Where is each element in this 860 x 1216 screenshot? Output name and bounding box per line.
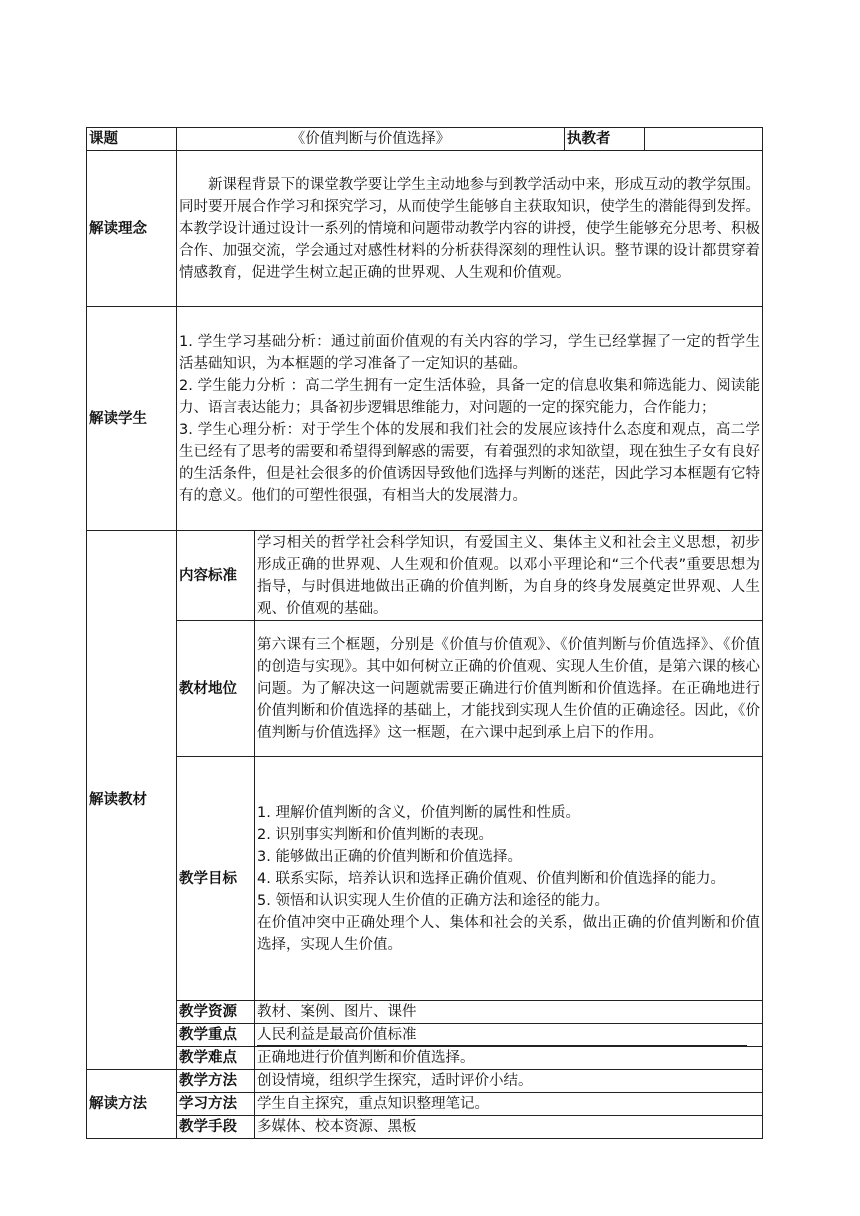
- objectives-label: 教学目标: [177, 757, 255, 1001]
- students-row: [87, 307, 763, 531]
- learning-method-label: 学习方法: [177, 1093, 255, 1116]
- key-point-row: [87, 1024, 763, 1047]
- objective-item: 5. 领悟和认识实现人生价值的正确方法和途径的能力。: [257, 892, 609, 909]
- student-analysis-item: 3. 学生心理分析：对于学生个体的发展和我们社会的发展应该持什么态度和观点，高二学生已经有了思考的需要和希望得到解惑的需要，有着强烈的求知欲望，现在独生子女有良好的生活条件，但是社会很多的价值诱因导致他们选择与判断的迷茫，因此学习本框题有它特有的意义。他们的可塑性很强，有相当大的发展潜力。: [179, 421, 760, 504]
- resources-label: 教学资源: [177, 1001, 255, 1024]
- topic-label: 课题: [87, 128, 177, 151]
- difficulty-label: 教学难点: [177, 1047, 255, 1070]
- objective-item: 1. 理解价值判断的含义，价值判断的属性和性质。: [257, 804, 580, 821]
- teacher-label: 执教者: [565, 128, 645, 151]
- key-point-text: 人民利益是最高价值标准: [257, 1025, 747, 1046]
- content-standard-text: 学习相关的哲学社会科学知识，有爱国主义、集体主义和社会主义思想，初步形成正确的世界观、人生观和价值观。以邓小平理论和“三个代表”重要思想为指导，与时俱进地做出正确的价值判断，为自身的终身发展奠定世界观、人生观、价值观的基础。: [255, 531, 763, 621]
- objectives-row: [87, 757, 763, 1001]
- teaching-means-row: [87, 1116, 763, 1139]
- resources-row: [87, 1001, 763, 1024]
- objective-item: 3. 能够做出正确的价值判断和价值选择。: [257, 848, 522, 865]
- content-standard-label: 内容标准: [177, 531, 255, 621]
- difficulty-row: [87, 1047, 763, 1070]
- students-content: [177, 307, 763, 531]
- key-point-cell: [255, 1024, 763, 1047]
- teaching-method-text: 创设情境，组织学生探究，适时评价小结。: [255, 1070, 763, 1093]
- concept-label: 解读理念: [87, 151, 177, 307]
- lesson-plan-table: [86, 127, 763, 1139]
- methods-label: 解读方法: [87, 1070, 177, 1139]
- student-analysis-item: 2. 学生能力分析 ：高二学生拥有一定生活体验，具备一定的信息收集和筛选能力、阅读能力、语言表达能力；具备初步逻辑思维能力，对问题的一定的探究能力，合作能力；: [179, 377, 760, 416]
- topic-row: [87, 128, 763, 151]
- objective-item: 在价值冲突中正确处理个人、集体和社会的关系，做出正确的价值判断和价值选择，实现人生价值。: [257, 914, 760, 953]
- difficulty-text: 正确地进行价值判断和价值选择。: [255, 1047, 763, 1070]
- teaching-method-row: [87, 1070, 763, 1093]
- teaching-means-label: 教学手段: [177, 1116, 255, 1139]
- teaching-means-text: 多媒体、校本资源、黑板: [255, 1116, 763, 1139]
- topic-value: 《价值判断与价值选择》: [177, 128, 565, 151]
- students-label: 解读学生: [87, 307, 177, 531]
- objective-item: 4. 联系实际，培养认识和选择正确价值观、价值判断和价值选择的能力。: [257, 870, 725, 887]
- learning-method-text: 学生自主探究，重点知识整理笔记。: [255, 1093, 763, 1116]
- textbook-position-text: 第六课有三个框题，分别是《价值与价值观》、《价值判断与价值选择》、《价值的创造与实现》。其中如何树立正确的价值观、实现人生价值，是第六课的核心问题。为了解决这一问题就需要正确进行价值判断和价值选择。在正确地进行价值判断和价值选择的基础上，才能找到实现人生价值的正确途径。因此，《价值判断与价值选择》这一框题，在六课中起到承上启下的作用。: [255, 621, 763, 757]
- student-analysis-item: 1. 学生学习基础分析：通过前面价值观的有关内容的学习，学生已经掌握了一定的哲学生活基础知识，为本框题的学习准备了一定知识的基础。: [179, 333, 760, 372]
- objectives-content: [255, 757, 763, 1001]
- objective-item: 2. 识别事实判断和价值判断的表现。: [257, 826, 493, 843]
- teaching-method-label: 教学方法: [177, 1070, 255, 1093]
- teacher-value: [645, 128, 763, 151]
- key-point-label: 教学重点: [177, 1024, 255, 1047]
- textbook-position-label: 教材地位: [177, 621, 255, 757]
- textbook-label: 解读教材: [87, 531, 177, 1070]
- textbook-position-row: [87, 621, 763, 757]
- learning-method-row: [87, 1093, 763, 1116]
- concept-row: [87, 151, 763, 307]
- concept-text: 新课程背景下的课堂教学要让学生主动地参与到教学活动中来，形成互动的教学氛围。同时要开展合作学习和探究学习，从而使学生能够自主获取知识，使学生的潜能得到发挥。本教学设计通过设计一系列的情境和问题带动教学内容的讲授，使学生能够充分思考、积极合作、加强交流，学会通过对感性材料的分析获得深刻的理性认识。整节课的设计都贯穿着情感教育，促进学生树立起正确的世界观、人生观和价值观。: [177, 151, 763, 307]
- resources-text: 教材、案例、图片、课件: [255, 1001, 763, 1024]
- content-standard-row: [87, 531, 763, 621]
